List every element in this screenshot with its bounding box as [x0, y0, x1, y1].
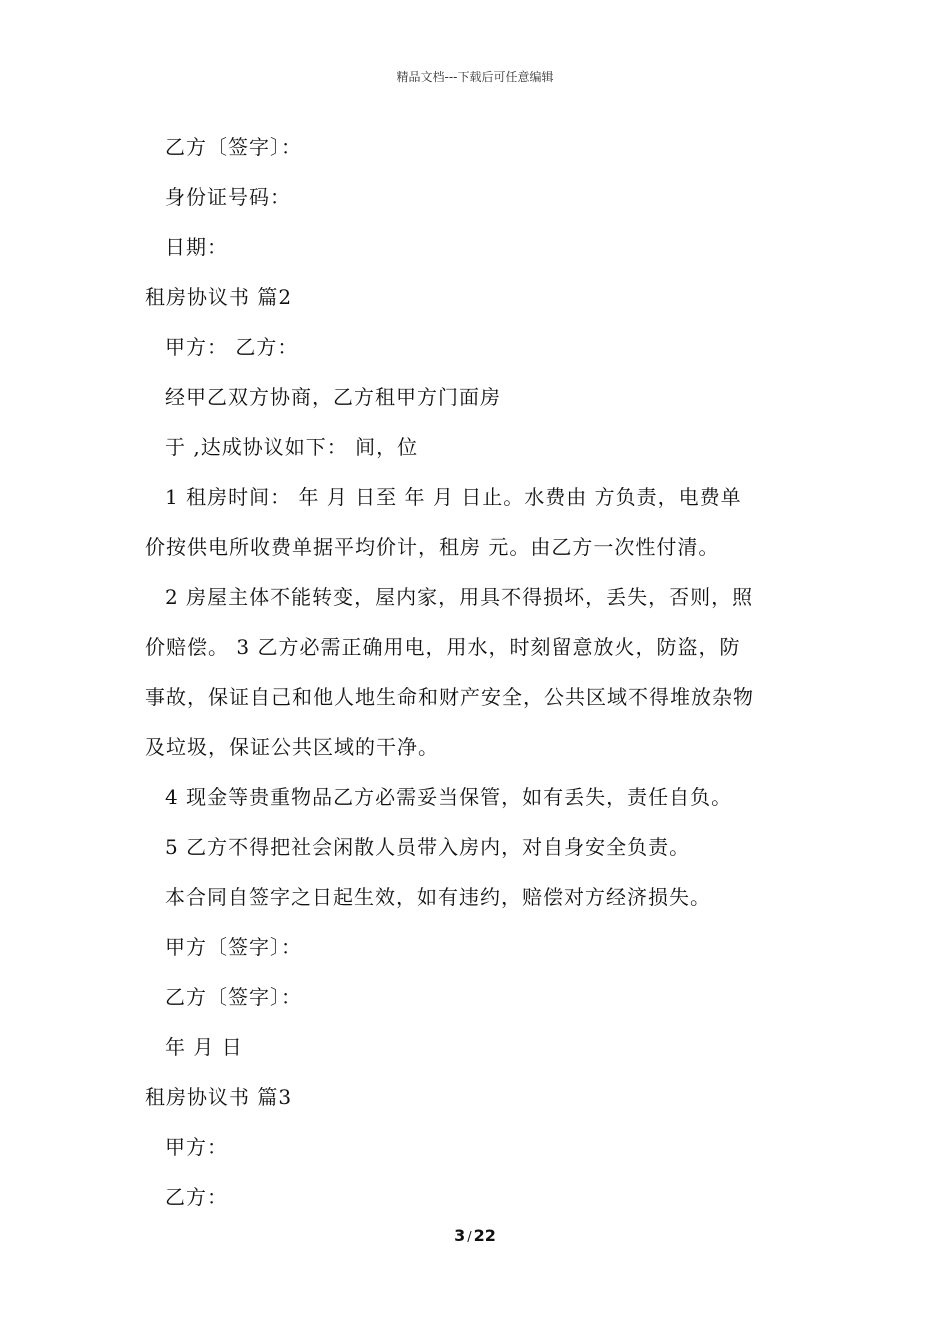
party-b-line: 乙方： — [165, 1185, 228, 1209]
party-b-signature-line-2: 乙方〔签字〕： — [165, 985, 302, 1009]
clause-1-line-1: 1 租房时间： 年 月 日至 年 月 日止。水费由 方负责，电费单 — [165, 485, 742, 509]
page-header: 精品文档---下载后可任意编辑 — [396, 70, 554, 84]
total-pages: 22 — [473, 1226, 496, 1245]
agreement-location-line: 于 ,达成协议如下： 间，位 — [165, 435, 419, 459]
section-title-2: 租房协议书 篇2 — [145, 285, 293, 309]
parties-line: 甲方： 乙方： — [165, 335, 299, 359]
party-a-signature-line: 甲方〔签字〕： — [165, 935, 302, 959]
date-line: 日期： — [165, 235, 228, 259]
party-a-line: 甲方： — [165, 1135, 228, 1159]
clause-3-line-2: 事故，保证自己和他人地生命和财产安全，公共区域不得堆放杂物 — [145, 685, 754, 709]
section-title-3: 租房协议书 篇3 — [145, 1085, 293, 1109]
clause-2-3-line: 价赔偿。 3 乙方必需正确用电，用水，时刻留意放火，防盗，防 — [145, 635, 741, 659]
clause-2-line-1: 2 房屋主体不能转变，屋内家，用具不得损坏，丢失，否则，照 — [165, 585, 754, 609]
clause-1-line-2: 价按供电所收费单据平均价计，租房 元。由乙方一次性付清。 — [145, 535, 720, 559]
clause-3-line-3: 及垃圾，保证公共区域的干净。 — [145, 735, 439, 759]
agreement-intro-line: 经甲乙双方协商，乙方租甲方门面房 — [165, 385, 501, 409]
party-b-signature-line: 乙方〔签字〕： — [165, 135, 302, 159]
clause-4-line: 4 现金等贵重物品乙方必需妥当保管，如有丢失，责任自负。 — [165, 785, 733, 809]
id-number-line: 身份证号码： — [165, 185, 291, 209]
effective-clause-line: 本合同自签字之日起生效，如有违约，赔偿对方经济损失。 — [165, 885, 711, 909]
page-number — [0, 1226, 950, 1245]
clause-5-line: 5 乙方不得把社会闲散人员带入房内，对自身安全负责。 — [165, 835, 691, 859]
page-separator: / — [467, 1230, 472, 1245]
signing-date-line: 年 月 日 — [165, 1035, 243, 1059]
current-page: 3 — [454, 1226, 466, 1245]
